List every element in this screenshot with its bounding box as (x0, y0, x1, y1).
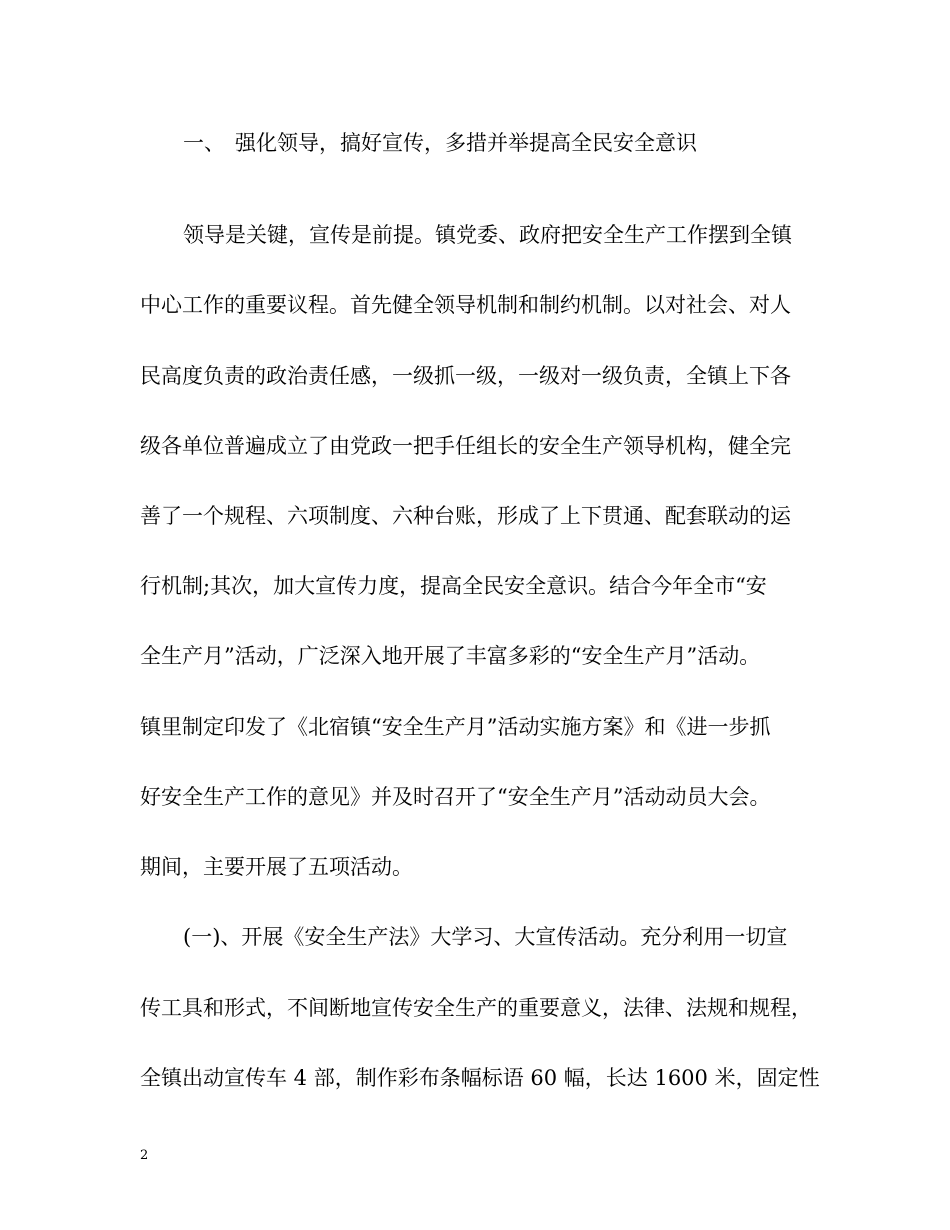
text-line: 全镇出动宣传车 4 部，制作彩布条幅标语 60 幅，长达 1600 米，固定性 (140, 1066, 820, 1090)
text-line: 级各单位普遍成立了由党政一把手任组长的安全生产领导机构，健全完 (140, 434, 791, 458)
text-line: 期间，主要开展了五项活动。 (140, 855, 413, 879)
text-line: (一)、开展《安全生产法》大学习、大宣传活动。充分利用一切宣 (183, 925, 788, 949)
section-number: 一、 (183, 131, 225, 155)
text-line: 善了一个规程、六项制度、六种台账，形成了上下贯通、配套联动的运 (140, 504, 791, 528)
text-line: 领导是关键，宣传是前提。镇党委、政府把安全生产工作摆到全镇 (183, 223, 792, 247)
text-line: 中心工作的重要议程。首先健全领导机制和制约机制。以对社会、对人 (140, 293, 791, 317)
text-line: 传工具和形式，不间断地宣传安全生产的重要意义，法律、法规和规程， (140, 996, 812, 1020)
section-heading (183, 128, 697, 158)
text-line: 全生产月”活动，广泛深入地开展了丰富多彩的“安全生产月”活动。 (140, 644, 761, 668)
page-number: 2 (140, 1148, 149, 1163)
text-line: 镇里制定印发了《北宿镇“安全生产月”活动实施方案》和《进一步抓 (140, 715, 771, 739)
text-line: 行机制;其次，加大宣传力度，提高全民安全意识。结合今年全市“安 (140, 574, 767, 598)
text-line: 好安全生产工作的意见》并及时召开了“安全生产月”活动动员大会。 (140, 785, 771, 809)
text-line: 民高度负责的政治责任感，一级抓一级，一级对一级负责，全镇上下各 (140, 364, 791, 388)
section-title: 强化领导，搞好宣传，多措并举提高全民安全意识 (235, 131, 697, 155)
